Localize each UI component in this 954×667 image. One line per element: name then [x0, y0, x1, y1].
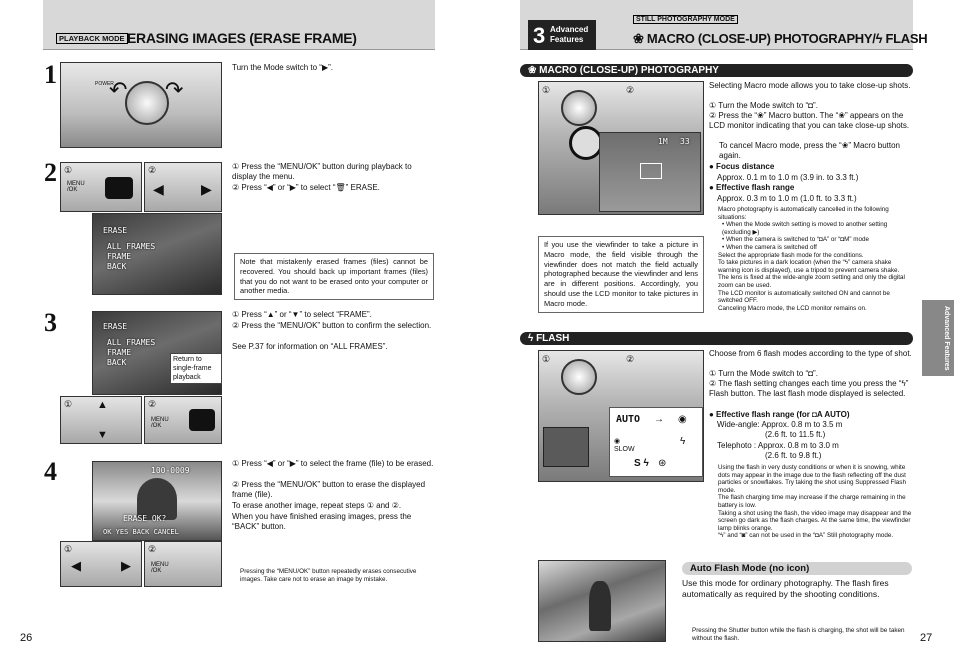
range-line-3: Telephoto : Approx. 0.8 m to 3.0 m — [717, 441, 839, 450]
viewfinder-note: If you use the viewfinder to take a picture in Macro mode, the field visible through the viewfinder does not match the field actually photographed because the viewfinder and lens are in different positions. Accordingly, you should use the LCD monitor to take pictures in Macro mode. — [538, 236, 704, 313]
step4-line3: To erase another image, repeat steps ① and ②. — [232, 501, 402, 510]
macro-step1: ① Turn the Mode switch to “◘”. — [709, 101, 818, 110]
up-down-buttons-photo: ① ▲ ▼ — [60, 396, 142, 444]
step-number: 3 — [44, 308, 57, 337]
menu-label: MENU /OK — [67, 181, 85, 193]
macro-notes: Macro photography is automatically cancelled in the following situations: • When the Mode switch setting is moved to another setting (excluding ▶) • When the camera is switched to “◘A” or “◘M” mode • When the camera is switched off Select the appropriate flash mode for the conditions. To take pictures in a dark location (when the “ϟ” camera shake warning icon is displayed), use a tripod to prevent camera shake. The lens is fixed at the wide-angle zoom setting and only the digital zoom can be used. The LCD monitor is automatically switched ON and cannot be switched OFF. Canceling Macro mode, the LCD monitor remains on. — [718, 206, 905, 312]
focus-distance-label: ● Focus distance — [709, 162, 775, 171]
range-line-1: Wide-angle: Approx. 0.8 m to 3.5 m — [717, 420, 843, 429]
step3-line1: ① Press “▲” or “▼” to select “FRAME”. — [232, 310, 372, 319]
step2-line1: ① Press the “MENU/OK” button during playback to display the menu. — [232, 162, 412, 182]
camera-top-photo — [60, 62, 222, 148]
step3-line2: ② Press the “MENU/OK” button to confirm the selection. — [232, 321, 432, 330]
erase-confirm-lcd: 100-0009 ERASE OK? OK YES BACK CANCEL — [92, 461, 222, 541]
macro-step2: ② Press the “❀” Macro button. The “❀” appears on the LCD monitor indicating that you can take close-up shots. — [709, 111, 910, 131]
auto-flash-title: Auto Flash Mode (no icon) — [682, 562, 912, 575]
hand-pointer-icon — [189, 409, 215, 431]
flash-range-label: ● Effective flash range — [709, 183, 795, 192]
menu-label: MENU /OK — [151, 562, 169, 574]
macro-camera-photo: ① ② 1M 33 — [538, 81, 704, 215]
macro-section-header: ❀ MACRO (CLOSE-UP) PHOTOGRAPHY — [520, 64, 913, 77]
left-arrow-icon: ◀ — [153, 181, 164, 197]
flash-intro: Choose from 6 flash modes according to the type of shot. — [709, 349, 912, 358]
macro-lcd: 1M 33 — [599, 132, 701, 212]
flash-range-value: Approx. 0.3 m to 1.0 m (1.0 ft. to 3.3 ft.) — [717, 194, 857, 203]
menu-ok-photo: ② MENU /OK — [144, 396, 222, 444]
flash-lcd — [543, 427, 589, 467]
carousel-photo — [538, 560, 666, 642]
shutter-note: Pressing the Shutter button while the flash is charging, the shot will be taken without the flash. — [692, 627, 905, 642]
frame-select-lcd: ERASE ALL FRAMES FRAME BACK — [92, 311, 222, 395]
arrow-buttons-photo: ① ◀ ▶ — [60, 541, 142, 587]
right-arrow-icon: ▶ — [201, 181, 212, 197]
mode-dial — [125, 81, 169, 125]
down-arrow-icon: ▼ — [97, 429, 108, 441]
step-number: 4 — [44, 457, 57, 486]
erase-menu-lcd: ERASE ALL FRAMES FRAME BACK — [92, 213, 222, 295]
still-photography-tag: STILL PHOTOGRAPHY MODE — [633, 15, 738, 24]
menu-ok-photo: ② MENU /OK — [144, 541, 222, 587]
flash-mode-panel: AUTO → ◉ ϟ ◉ SLOW S ϟ ⊛ — [609, 407, 703, 477]
right-page-title: ❀ MACRO (CLOSE-UP) PHOTOGRAPHY/ϟ FLASH — [633, 31, 928, 46]
flash-step2: ② The flash setting changes each time you press the “ϟ” Flash button. The last flash mode displayed is selected. — [709, 379, 909, 399]
left-page-number: 26 — [20, 632, 33, 644]
step4-note: Pressing the “MENU/OK” button repeatedly erases consecutive images. Take care not to erase an image by mistake. — [240, 568, 417, 583]
focus-distance-value: Approx. 0.1 m to 1.0 m (3.9 in. to 3.3 ft.) — [717, 173, 859, 182]
up-arrow-icon: ▲ — [97, 399, 108, 411]
curved-arrow-icon: ↶ — [109, 77, 128, 102]
return-callout: Return to single-frame playback — [170, 353, 222, 384]
magnifier-icon — [569, 126, 603, 160]
person-photo — [589, 581, 611, 631]
playback-mode-tag: PLAYBACK MODE — [56, 33, 128, 44]
step4-line4: When you have finished erasing images, press the “BACK” button. — [232, 512, 412, 532]
left-arrow-icon: ◀ — [71, 558, 81, 573]
range-line-4: (2.6 ft. to 9.8 ft.) — [765, 451, 822, 460]
step2-line2: ② Press “◀” or “▶” to select “🗑” ERASE. — [232, 183, 380, 192]
chapter-badge: 3 Advanced Features — [528, 20, 596, 50]
mode-dial — [561, 90, 597, 126]
menu-button-photo: ① MENU /OK — [60, 162, 142, 212]
flash-step1: ① Turn the Mode switch to “◘”. — [709, 369, 818, 378]
left-page-title: ERASING IMAGES (ERASE FRAME) — [127, 30, 357, 46]
menu-label: MENU /OK — [151, 417, 169, 429]
step4-line1: ① Press “◀” or “▶” to select the frame (file) to be erased. — [232, 459, 434, 468]
step4-line2: ② Press the “MENU/OK” button to erase the displayed frame (file). — [232, 480, 426, 500]
range-line-2: (2.6 ft. to 11.5 ft.) — [765, 430, 826, 439]
auto-flash-text: Use this mode for ordinary photography. The flash fires automatically as required by the shooting conditions. — [682, 578, 889, 599]
arrow-buttons-photo: ② ◀ ▶ — [144, 162, 222, 212]
flash-camera-photo: ① ② AUTO → ◉ ϟ ◉ SLOW S ϟ ⊛ — [538, 350, 704, 482]
curved-arrow-icon: ↷ — [165, 77, 184, 102]
effective-range-label: ● Effective flash range (for ◘A AUTO) — [709, 410, 850, 419]
mode-dial — [561, 359, 597, 395]
right-page-number: 27 — [920, 632, 933, 644]
right-arrow-icon: ▶ — [121, 558, 131, 573]
macro-intro: Selecting Macro mode allows you to take close-up shots. — [709, 81, 911, 90]
power-label: POWER — [95, 81, 114, 87]
flash-section-header: ϟ FLASH — [520, 332, 913, 345]
erase-warning-note: Note that mistakenly erased frames (files) cannot be recovered. You should back up important frames (files) that you do not want to be erased onto your computer or another media. — [234, 253, 434, 300]
flash-notes: Using the flash in very dusty conditions or when it is snowing, white dots may appear in the image due to the flash reflecting off the dust particles or snowflakes. Try taking the shot using Suppressed Flash mode. The flash charging time may increase if the charge remaining in the battery is low. Taking a shot using the flash, the video image may disappear and the screen go dark as the flash charges. At the same time, the viewfinder lamp blinks orange. “ϟ” and “◙” can not be used in the “◘A” Still photography mode. — [718, 464, 912, 540]
side-tab: Advanced Features — [922, 300, 954, 376]
step-number: 2 — [44, 158, 57, 187]
step3-line3: See P.37 for information on “ALL FRAMES”. — [232, 342, 388, 351]
macro-step3: To cancel Macro mode, press the “❀” Macro button again. — [719, 141, 900, 161]
focus-frame — [640, 163, 662, 179]
hand-pointer-icon — [105, 177, 133, 199]
step1-text: Turn the Mode switch to “▶”. — [232, 63, 333, 72]
step-number: 1 — [44, 60, 57, 89]
